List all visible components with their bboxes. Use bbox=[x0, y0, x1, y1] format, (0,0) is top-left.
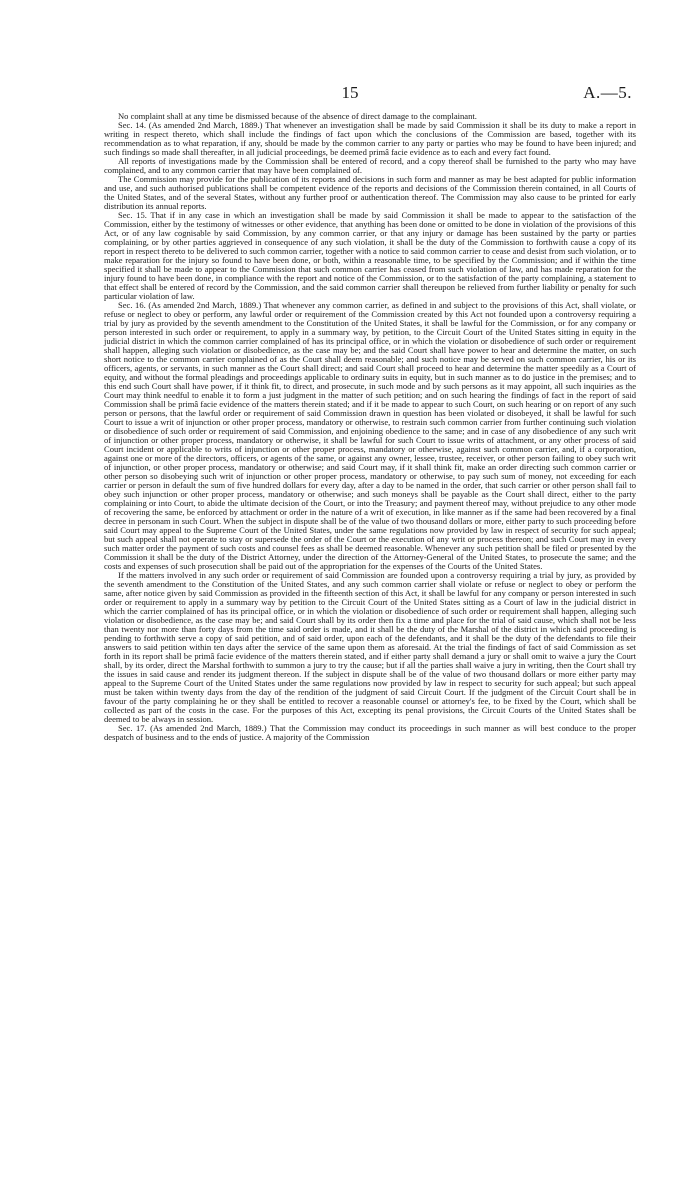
body-text bbox=[104, 112, 636, 742]
paragraph-complaint: No complaint shall at any time be dismissed because of the absence of direct damage to the complainant. bbox=[118, 111, 477, 121]
paragraph-sec-17: Sec. 17. (As amended 2nd March, 1889.) That the Commission may conduct its proceedings in such manner as will best conduce to the proper despatch of business and to the ends of justice. A majority of the Commission bbox=[104, 723, 636, 742]
paragraph-sec-14: Sec. 14. (As amended 2nd March, 1889.) That whenever an investigation shall be made by said Commission it shall be its duty to make a report in writing in respect thereto, which shall include the findings of fact upon which the conclusions of the Commission are based, together with its recommendation as to what reparation, if any, should be made by the common carrier to any party or parties who may be found to have been injured; and such findings so made shall thereafter, in all judicial proceedings, be deemed primâ facie evidence as to each and every fact found. bbox=[104, 120, 636, 157]
paragraph-reports-record: All reports of investigations made by the Commission shall be entered of record, and a copy thereof shall be furnished to the party who may have complained, and to any common carrier that may have been complained of. bbox=[104, 156, 636, 175]
paragraph-sec-16: Sec. 16. (As amended 2nd March, 1889.) That whenever any common carrier, as defined in and subject to the provisions of this Act, shall violate, or refuse or neglect to obey or perform, any lawful order or requirement of the Commission created by this Act not founded upon a controversy requiring a trial by jury as provided by the seventh amendment to the Constitution of the United States, it shall be lawful for the Commission, or for any company or person interested in such order or requirement, to apply in a summary way, by petition, to the Circuit Court of the United States sitting in equity in the judicial district in which the common carrier complained of has its principal office, or in which the violation or disobedience of such order or requirement shall happen, alleging such violation or disobedience, as the case may be; and the said Court shall have power to hear and determine the matter, on such short notice to the common carrier complained of as the Court shall deem reasonable; and such notice may be served on such common carrier, his or its officers, agents, or servants, in such manner as the Court shall direct; and said Court shall proceed to hear and determine the matter speedily as a Court of equity, and without the formal pleadings and proceedings applicable to ordinary suits in equity, but in such manner as to do justice in the premises; and to this end such Court shall have power, if it think fit, to direct, and prosecute, in such mode and by such persons as it may appoint, all such inquiries as the Court may think needful to enable it to form a just judgment in the matter of such petition; and on such hearing the findings of fact in the report of said Commission shall be primâ facie evidence of the matters therein stated; and if it be made to appear to such Court, on such hearing or on report of any such person or persons, that the lawful order or requirement of said Commission drawn in question has been violated or disobeyed, it shall be lawful for such Court to issue a writ of injunction or other proper process, mandatory or otherwise, to restrain such common carrier from further continuing such violation or disobedience of such order or requirement of said Commission, and enjoining obedience to the same; and in case of any disobedience of any such writ of injunction or other proper process, mandatory or otherwise, it shall be lawful for such Court to issue writs of attachment, or any other process of said Court incident or applicable to writs of injunction or other proper process, mandatory or otherwise, against such common carrier, and, if a corporation, against one or more of the directors, officers, or agents of the same, or against any owner, lessee, trustee, receiver, or other person failing to obey such writ of injunction, or other proper process, mandatory or otherwise; and said Court may, if it shall think fit, make an order directing such common carrier or other person so disobeying such writ of injunction or other proper process, mandatory or otherwise, to pay such sum of money, not exceeding for each carrier or person in default the sum of five hundred dollars for every day, after a day to be named in the order, that such carrier or other person shall fail to obey such injunction or other proper process, mandatory or otherwise; and such moneys shall be payable as the Court shall direct, either to the party complaining or into Court, to abide the ultimate decision of the Court, or into the Treasury; and payment thereof may, without prejudice to any other mode of recovering the same, be enforced by attachment or order in the nature of a writ of execution, in like manner as if the same had been recovered by a final decree in personam in such Court. When the subject in dispute shall be of the value of two thousand dollars or more, either party to such proceeding before said Court may appeal to the Supreme Court of the United States, under the same regulations now provided by law in respect of security for such appeal; but such appeal shall not operate to stay or supersede the order of the Court or the execution of any writ or process thereon; and such Court may in every such matter order the payment of such costs and counsel fees as shall be deemed reasonable. Whenever any such petition shall be filed or presented by the Commission it shall be the duty of the District Attorney, under the direction of the Attorney-General of the United States, to prosecute the same; and the costs and expenses of such prosecution shall be paid out of the appropriation for the expenses of the Courts of the United States. bbox=[104, 300, 636, 571]
page-number: 15 bbox=[341, 83, 359, 102]
document-reference: A.—5. bbox=[583, 83, 632, 102]
paragraph-sec-15: Sec. 15. That if in any case in which an investigation shall be made by said Commission it shall be made to appear to the satisfaction of the Commission, either by the testimony of witnesses or other evidence, that anything has been done or omitted to be done in violation of the provisions of this Act, or of any law cognisable by said Commission, by any common carrier, or that any injury or damage has been sustained by the party or parties complaining, or by other parties aggrieved in consequence of any such violation, it shall be the duty of the Commission to forthwith cause a copy of its report in respect thereto to be delivered to such common carrier, together with a notice to said common carrier to cease and desist from such violation, or to make reparation for the injury so found to have been done, or both, within a reasonable time, to be specified by the Commission; and if within the time specified it shall be made to appear to the Commission that such common carrier has ceased from such violation of law, and has made reparation for the injury found to have been done, in compliance with the report and notice of the Commission, or to the satisfaction of the party complaining, a statement to that effect shall be entered of record by the Commission, and the said common carrier shall thereupon be relieved from further liability or penalty for such particular violation of law. bbox=[104, 210, 636, 301]
paragraph-publication: The Commission may provide for the publication of its reports and decisions in such form and manner as may be best adapted for public information and use, and such authorised publications shall be competent evidence of the reports and decisions of the Commission therein contained, in all Courts of the United States, and of the several States, without any further proof or authentication thereof. The Commission may also cause to be printed for early distribution its annual reports. bbox=[104, 174, 636, 211]
paragraph-jury-trial: If the matters involved in any such order or requirement of said Commission are founded upon a controversy requiring a trial by jury, as provided by the seventh amendment to the Constitution of the United States, and any such common carrier shall violate or refuse or neglect to obey or perform the same, after notice given by said Commission as provided in the fifteenth section of this Act, it shall be lawful for any company or person interested in such order or requirement to apply in a summary way by petition to the Circuit Court of the United States sitting as a Court of law in the judicial district in which the carrier complained of has its principal office, or in which the violation or disobedience of such order or requirement shall happen, alleging such violation or disobedience, as the case may be; and said Court shall by its order then fix a time and place for the trial of said cause, which shall not be less than twenty nor more than forty days from the time said order is made, and it shall be the duty of the Marshal of the district in which said proceeding is pending to forthwith serve a copy of said petition, and of said order, upon each of the defendants, and it shall be the duty of the defendants to file their answers to said petition within ten days after the service of the same upon them as aforesaid. At the trial the findings of fact of said Commission as set forth in its report shall be primâ facie evidence of the matters therein stated, and if either party shall demand a jury or shall omit to waive a jury the Court shall, by its order, direct the Marshal forthwith to summon a jury to try the cause; but if all the parties shall waive a jury in writing, then the Court shall try the issues in said cause and render its judgment thereon. If the subject in dispute shall be of the value of two thousand dollars or more either party may appeal to the Supreme Court of the United States under the same regulations now provided by law in respect to security for such appeal; but such appeal must be taken within twenty days from the day of the rendition of the judgment of said Circuit Court. If the judgment of the Circuit Court shall be in favour of the party complaining he or they shall be entitled to recover a reasonable counsel or attorney's fee, to be fixed by the Court, which shall be collected as part of the costs in the case. For the purposes of this Act, excepting its penal provisions, the Circuit Courts of the United States shall be deemed to be always in session. bbox=[104, 570, 636, 724]
